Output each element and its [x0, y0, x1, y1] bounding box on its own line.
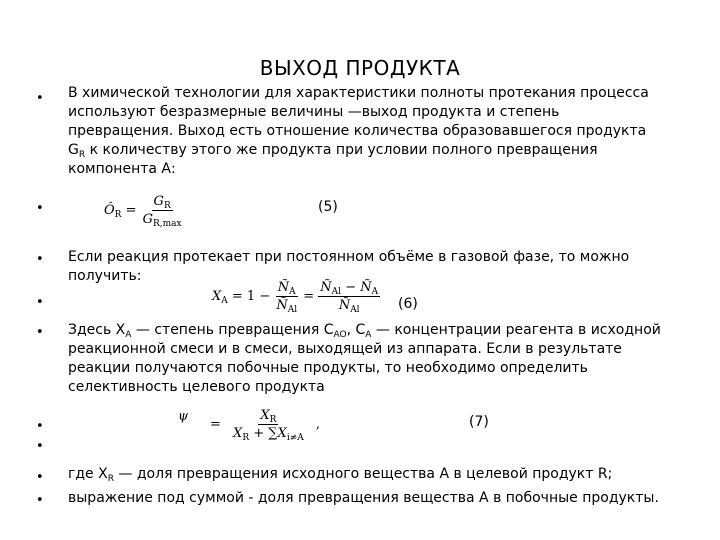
fraction: $\frac{Ñ_A}{Ñ_{Al}}$ — [276, 280, 298, 315]
equation-7-body: = $\frac{X_R}{X_R + \sum X_{i\ne A}}$ , — [210, 408, 321, 443]
text-line: получить: — [68, 268, 142, 284]
bullet-8: • — [36, 470, 44, 485]
bullet-2: • — [36, 201, 44, 216]
fraction: $\frac{G_R}{G_{R,max}}$ — [142, 194, 182, 229]
fraction: $\frac{X_R}{X_R + \sum X_{i\ne A}}$ — [233, 408, 304, 443]
paragraph-yield-definition — [68, 84, 698, 179]
bullet-3: • — [36, 252, 44, 267]
bullet-7: • — [36, 439, 44, 454]
bullet-1: • — [36, 91, 44, 106]
equation-6: $X_A = 1$ − $\frac{Ñ_A}{Ñ_{Al}}$ = $\frac{Ñ_{Al} - Ñ_A}{Ñ_{Al}}$ — [212, 280, 379, 315]
bullet-9: • — [36, 493, 44, 508]
paragraph-conversion — [68, 321, 698, 397]
slide-title: ВЫХОД ПРОДУКТА — [259, 56, 461, 80]
bullet-4: • — [36, 295, 44, 310]
text-line: селективность целевого продукта — [68, 379, 325, 395]
paragraph-sum-explanation: выражение под суммой - доля превращения вещества А в побочные продукты. — [68, 490, 659, 506]
fraction: $\frac{Ñ_{Al} - Ñ_A}{Ñ_{Al}}$ — [320, 280, 379, 315]
text-line: В химической технологии для характеристики полноты протекания процесса — [68, 85, 649, 101]
text-line: $G_R$ к количеству этого же продукта при условии полного превращения — [68, 142, 598, 160]
text-line: реакции получаются побочные продукты, то необходимо определить — [68, 360, 588, 376]
bullet-5: • — [36, 325, 44, 340]
equation-7: ψ — [178, 409, 189, 424]
paragraph-xr-definition: где $X_R$ — доля превращения исходного вещества А в целевой продукт R; — [68, 466, 613, 484]
equation-5: $Ô_R$ = $\frac{G_R}{G_{R,max}}$ — [104, 194, 182, 229]
text-line: используют безразмерные величины —выход продукта и степень — [68, 104, 560, 120]
bullet-6: • — [36, 419, 44, 434]
paragraph-constant-volume — [68, 248, 698, 286]
text-line: превращения. Выход есть отношение количества образовавшегося продукта — [68, 123, 647, 139]
equation-number-7: (7) — [469, 414, 489, 430]
text-line: компонента А: — [68, 161, 176, 177]
text-line: реакционной смеси и в смеси, выходящей из аппарата. Если в результате — [68, 341, 622, 357]
equation-number-5: (5) — [318, 199, 338, 215]
text-line: Здесь $X_A$ — степень превращения $C_{AO}$, $C_A$ — концентрации реагента в исходной — [68, 322, 661, 340]
equation-number-6: (6) — [398, 296, 418, 312]
text-line: Если реакция протекает при постоянном объёме в газовой фазе, то можно — [68, 249, 630, 265]
